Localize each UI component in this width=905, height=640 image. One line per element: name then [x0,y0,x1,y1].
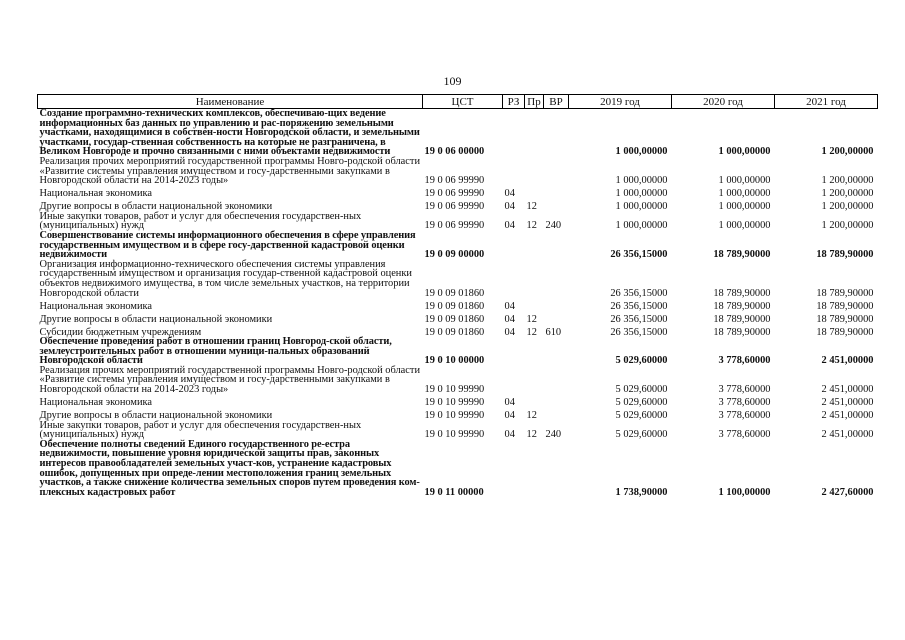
row-pr: 12 [526,429,537,441]
row-rz: 04 [504,300,515,312]
row-2019: 26 356,15000 [610,287,668,299]
row-cst: 19 0 10 99990 [424,397,485,409]
row-2019: 5 029,60000 [615,429,668,441]
row-rz: 04 [504,429,515,441]
row-2021: 1 200,00000 [821,220,874,232]
row-name: Иные закупки товаров, работ и услуг для обеспечения государствен-ных (муниципальных) нужд [39,419,362,441]
header-name: Наименование [38,95,423,109]
row-vr [544,186,569,199]
table-row [38,421,878,440]
row-pr [525,157,544,186]
row-pr [525,109,544,157]
row-vr [544,157,569,186]
row-2021: 18 789,90000 [816,326,874,338]
header-pr: Пр [525,95,544,109]
row-pr [525,298,544,311]
row-pr [525,395,544,408]
row-cst: 19 0 09 01860 [424,326,485,338]
row-2019: 1 000,00000 [615,188,668,200]
row-rz: 04 [504,313,515,325]
row-rz: 04 [504,220,515,232]
row-rz [503,109,525,157]
row-pr [525,337,544,366]
table-row [38,157,878,186]
row-2021: 2 451,00000 [821,397,874,409]
row-2020: 1 000,00000 [718,220,771,232]
row-pr: 12 [526,326,537,338]
row-vr: 610 [545,326,562,338]
table-row [38,212,878,231]
row-2021: 2 451,00000 [821,410,874,422]
row-2021: 18 789,90000 [816,313,874,325]
table-row [38,186,878,199]
table-row [38,298,878,311]
header-row [38,95,878,109]
table-row [38,408,878,421]
row-2019: 5 029,60000 [615,397,668,409]
row-name: Другие вопросы в области национальной экономики [39,410,273,422]
row-2020: 3 778,60000 [718,429,771,441]
row-cst: 19 0 10 00000 [424,355,485,367]
row-2021: 1 200,00000 [821,201,874,213]
row-2020: 18 789,90000 [713,287,771,299]
row-2021: 1 200,00000 [821,175,874,187]
row-rz: 04 [504,188,515,200]
row-cst: 19 0 10 99990 [424,384,485,396]
row-vr [544,366,569,395]
row-2020: 18 789,90000 [713,300,771,312]
row-pr: 12 [526,410,537,422]
row-2020: 1 000,00000 [718,188,771,200]
row-cst: 19 0 10 99990 [424,410,485,422]
header-rz: РЗ [503,95,525,109]
row-vr: 240 [545,220,562,232]
row-rz [503,231,525,260]
row-cst: 19 0 09 01860 [424,287,485,299]
table-row [38,260,878,298]
row-2019: 26 356,15000 [610,249,668,261]
row-2020: 3 778,60000 [718,397,771,409]
row-rz [503,337,525,366]
header-2019: 2019 год [569,95,672,109]
row-name: Организация информационно-технического обеспечения системы управления государственным имуществом и организация государ-ственной кадастровой оценки объектов недвижимого имущества, в том числе земельных участков, на территории Новгородской области [39,258,412,299]
row-2021: 2 427,60000 [821,486,874,498]
row-2020: 3 778,60000 [718,410,771,422]
row-2019: 1 738,90000 [615,486,668,498]
row-vr [544,440,569,498]
row-cst: 19 0 06 00000 [424,146,485,158]
row-name: Создание программно-технических комплексов, обеспечиваю-щих ведение информационных баз данных по управлению и рас-поряжению земельными участками, находящимися в собствен-ности Новгородской области, и земельными участками, государ-ственная собственность на которые не разграничена, в Великом Новгороде и прочно связанными с ними объектами недвижимости [39,108,420,158]
row-name: Совершенствование системы информационного обеспечения в сфере управления государственным имуществом и в сфере госу-дарственной кадастровой оценки недвижимости [39,229,416,261]
row-2019: 5 029,60000 [615,410,668,422]
header-2020: 2020 год [672,95,775,109]
row-2021: 2 451,00000 [821,355,874,367]
row-vr [544,298,569,311]
row-2021: 1 200,00000 [821,146,874,158]
row-rz: 04 [504,326,515,338]
row-vr [544,408,569,421]
table-row [38,366,878,395]
row-2020: 1 000,00000 [718,175,771,187]
row-2020: 18 789,90000 [713,249,771,261]
row-cst: 19 0 11 00000 [424,486,484,498]
row-2019: 5 029,60000 [615,355,668,367]
row-2021: 18 789,90000 [816,300,874,312]
row-cst: 19 0 09 00000 [424,249,485,261]
row-vr [544,337,569,366]
row-vr [544,199,569,212]
row-vr [544,109,569,157]
table-row [38,109,878,157]
row-rz: 04 [504,201,515,213]
row-2021: 18 789,90000 [816,287,874,299]
row-2020: 18 789,90000 [713,313,771,325]
table-row [38,199,878,212]
row-cst: 19 0 06 99990 [424,175,485,187]
row-name: Обеспечение проведения работ в отношении границ Новгород-ской области, землеустроительных работ в отношении муници-пальных образований Новгородской области [39,336,392,367]
row-cst: 19 0 06 99990 [424,188,485,200]
row-cst: 19 0 06 99990 [424,220,485,232]
row-name: Субсидии бюджетным учреждениям [39,326,202,338]
row-name: Обеспечение полноты сведений Единого государственного ре-естра недвижимости, повышение уровня юридической защиты прав, законных интересов правообладателей земельных участ-ков, устранение кадастровых ошибок, допущенных при опреде-лении местоположения границ земельных участков, а также снижение количества земельных споров путем проведения ком-плексных кадастровых работ [39,438,420,498]
row-name: Реализация прочих мероприятий государственной программы Новго-родской области «Развитие системы управления имуществом и госу-дарственными закупками в Новгородской области на 2014-2023 годы» [39,155,420,187]
row-pr [525,186,544,199]
row-2021: 1 200,00000 [821,188,874,200]
row-rz: 04 [504,410,515,422]
row-vr [544,231,569,260]
row-pr [525,260,544,298]
table-row [38,311,878,324]
row-pr: 12 [526,313,537,325]
row-2020: 18 789,90000 [713,326,771,338]
row-2019: 26 356,15000 [610,300,668,312]
header-2021: 2021 год [775,95,878,109]
row-2020: 1 000,00000 [718,146,771,158]
row-rz [503,157,525,186]
row-name: Национальная экономика [39,397,153,409]
row-2019: 26 356,15000 [610,313,668,325]
row-cst: 19 0 10 99990 [424,429,485,441]
table-row [38,337,878,366]
row-pr [525,440,544,498]
row-vr [544,395,569,408]
budget-table [37,94,878,497]
row-2019: 1 000,00000 [615,220,668,232]
row-rz: 04 [504,397,515,409]
row-rz [503,260,525,298]
row-cst: 19 0 06 99990 [424,201,485,213]
row-2019: 1 000,00000 [615,146,668,158]
row-name: Другие вопросы в области национальной экономики [39,201,273,213]
table-row [38,440,878,498]
row-name: Национальная экономика [39,300,153,312]
row-2020: 3 778,60000 [718,355,771,367]
row-2021: 2 451,00000 [821,384,874,396]
row-pr: 12 [526,220,537,232]
row-vr [544,311,569,324]
row-name: Другие вопросы в области национальной экономики [39,313,273,325]
row-name: Иные закупки товаров, работ и услуг для обеспечения государствен-ных (муниципальных) нужд [39,210,362,232]
row-2021: 18 789,90000 [816,249,874,261]
header-cst: ЦСТ [423,95,503,109]
page-number: 109 [443,74,462,88]
row-2019: 5 029,60000 [615,384,668,396]
row-pr: 12 [526,201,537,213]
row-name: Реализация прочих мероприятий государственной программы Новго-родской области «Развитие системы управления имуществом и госу-дарственными закупками в Новгородской области на 2014-2023 годы» [39,364,420,396]
row-name: Национальная экономика [39,188,153,200]
row-rz [503,440,525,498]
row-2020: 3 778,60000 [718,384,771,396]
row-rz [503,366,525,395]
table-row [38,395,878,408]
row-2021: 2 451,00000 [821,429,874,441]
row-2019: 26 356,15000 [610,326,668,338]
row-pr [525,231,544,260]
row-vr [544,260,569,298]
header-vr: ВР [544,95,569,109]
row-pr [525,366,544,395]
row-vr: 240 [545,429,562,441]
row-cst: 19 0 09 01860 [424,313,485,325]
row-2019: 1 000,00000 [615,175,668,187]
table-row [38,231,878,260]
row-2020: 1 100,00000 [718,486,771,498]
row-2020: 1 000,00000 [718,201,771,213]
row-cst: 19 0 09 01860 [424,300,485,312]
row-2019: 1 000,00000 [615,201,668,213]
